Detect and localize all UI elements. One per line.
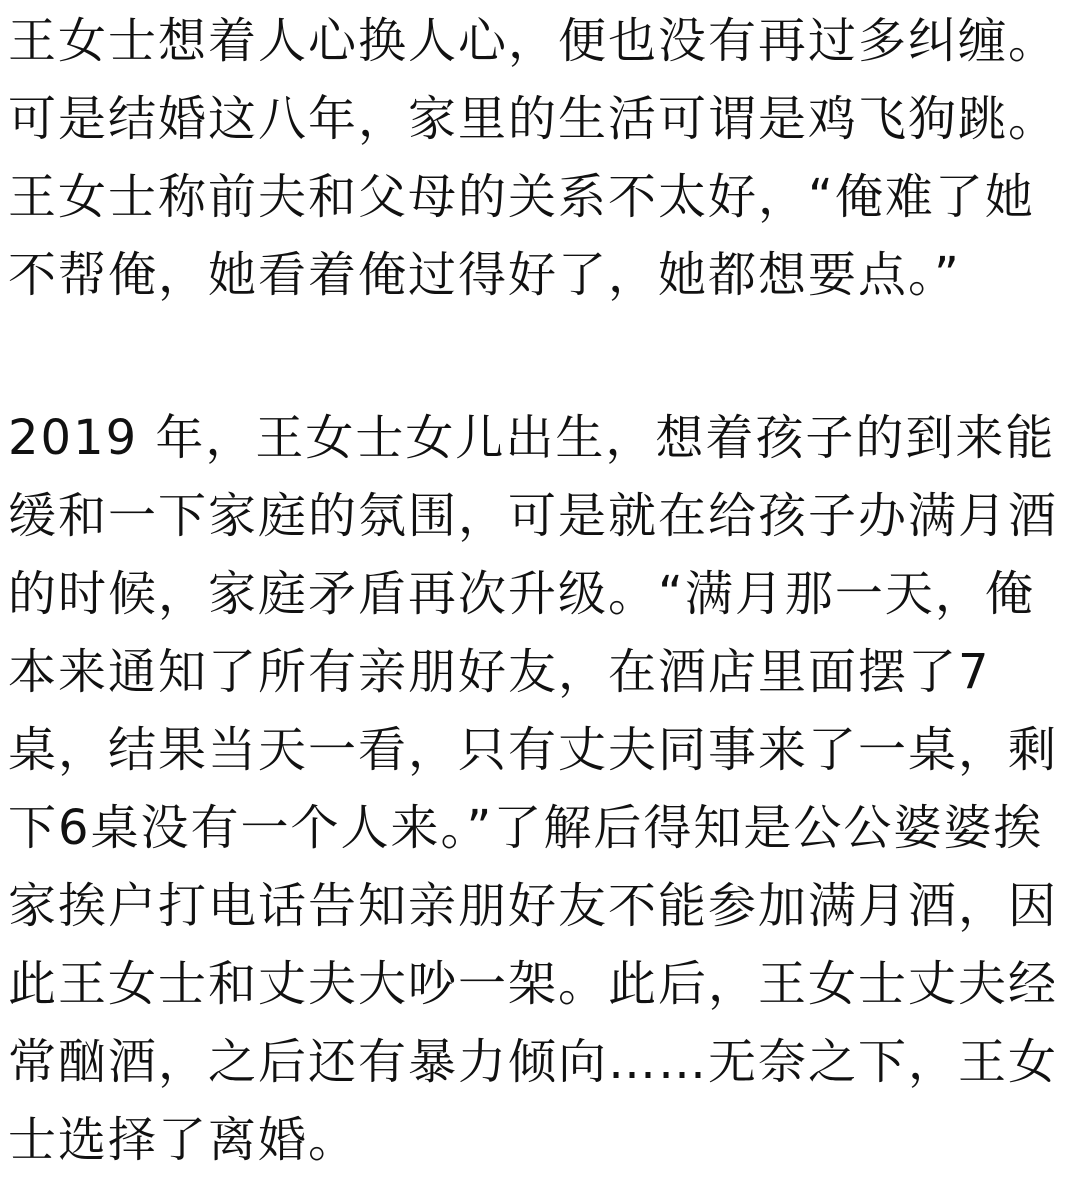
paragraph-full-month-banquet: 2019 年，王女士女儿出生，想着孩子的到来能缓和一下家庭的氛围，可是就在给孩子办满月酒的时候，家庭矛盾再次升级。“满月那一天，俺本来通知了所有亲朋好友，在酒店里面摆了7桌，结果当天一看，只有丈夫同事来了一桌，剩下6桌没有一个人来。”了解后得知是公公婆婆挨家挨户打电话告知亲朋好友不能参加满月酒，因此王女士和丈夫大吵一架。此后，王女士丈夫经常酗酒，之后还有暴力倾向……无奈之下，王女士选择了离婚。	[8, 410, 1059, 1168]
paragraph-marriage-years: 王女士想着人心换人心，便也没有再过多纠缠。可是结婚这八年，家里的生活可谓是鸡飞狗跳。王女士称前夫和父母的关系不太好，“俺难了她不帮俺，她看着俺过得好了，她都想要点。”	[8, 13, 1059, 303]
